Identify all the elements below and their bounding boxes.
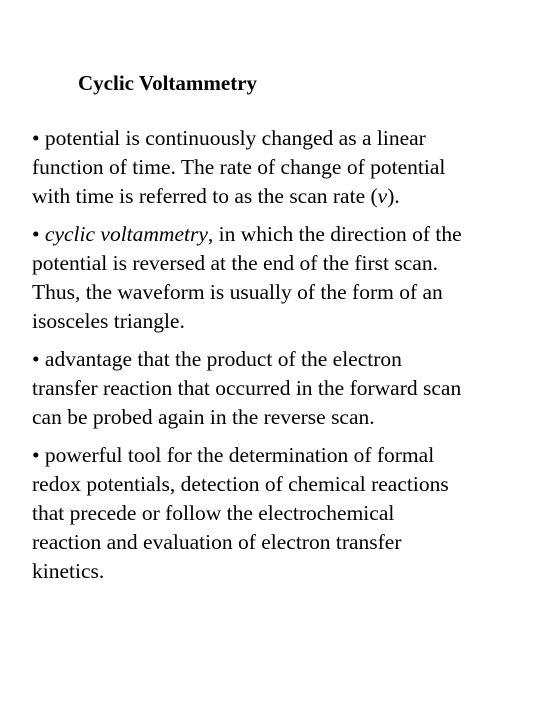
term-emphasis: cyclic voltammetry	[44, 222, 208, 246]
bullet-line: that precede or follow the electrochemical	[32, 501, 395, 525]
bullet-line: function of time. The rate of change of potential	[32, 155, 446, 179]
text-run: •	[32, 222, 45, 246]
bullet-line: • advantage that the product of the electron	[32, 347, 402, 371]
bullet-scan-rate	[32, 124, 532, 211]
bullet-line: Thus, the waveform is usually of the form of an	[32, 280, 443, 304]
bullet-line	[32, 182, 532, 211]
bullet-advantage	[32, 345, 532, 432]
bullet-line: redox potentials, detection of chemical reactions	[32, 472, 449, 496]
bullet-line: can be probed again in the reverse scan.	[32, 405, 375, 429]
bullet-list	[32, 124, 532, 595]
scan-rate-symbol: v	[377, 184, 388, 208]
text-run: ).	[387, 184, 400, 208]
bullet-line: • powerful tool for the determination of formal	[32, 443, 435, 467]
slide-title: Cyclic Voltammetry	[78, 71, 258, 95]
bullet-line: isosceles triangle.	[32, 309, 185, 333]
text-run: with time is referred to as the scan rate (	[32, 184, 378, 208]
bullet-line: reaction and evaluation of electron transfer	[32, 530, 402, 554]
bullet-cyclic-voltammetry	[32, 220, 532, 336]
bullet-line: • potential is continuously changed as a linear	[32, 126, 426, 150]
text-run: , in which the direction of the	[207, 222, 462, 246]
bullet-line: transfer reaction that occurred in the forward scan	[32, 376, 462, 400]
bullet-line: kinetics.	[32, 559, 105, 583]
bullet-line: potential is reversed at the end of the first scan.	[32, 251, 438, 275]
bullet-powerful-tool	[32, 441, 532, 586]
bullet-line	[32, 220, 532, 249]
